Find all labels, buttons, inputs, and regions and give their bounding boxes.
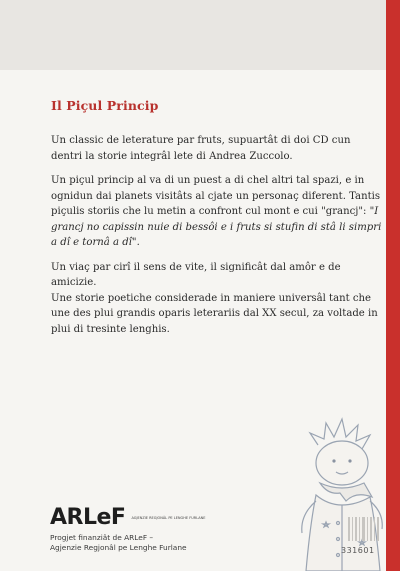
arlef-logo-mark: ARLeF [50,505,126,530]
paragraph-2-quote: "I grancj no capissin nuie di bessôi e i fruts si stufin di stâ li simpri a dî e tornâ a dî" [51,206,382,248]
top-band [0,0,400,70]
book-description [51,133,384,346]
arlef-logo [50,505,205,530]
arlef-logo-subtitle: AGJENZIE REGJONÂL PE LENGHE FURLANE [131,515,206,520]
paragraph-4: Une storie poetiche considerade in maniere universâl tant che une des plui grandis oparis leterariis dal XX secul, za voltade in plui di tresinte lenghis. [51,292,378,335]
paragraph-2-end: . [136,237,140,248]
book-title: Il Piçul Princip [51,98,159,113]
little-prince-illustration [280,405,400,571]
paragraph-2 [51,173,384,251]
paragraph-3: Un viaç par cirî il sens de vite, il significât dal amôr e de amicizie. [51,261,341,288]
funding-line-2: Agjenzie Regjonâl pe Lenghe Furlane [50,543,187,552]
funding-note [50,533,187,553]
paragraph-1: Un classic de leterature par fruts, supuartât di doi CD cun dentri la storie integrâl lete di Andrea Zuccolo. [51,135,351,162]
barcode-number: 331601 [341,546,375,555]
funding-line-1: Progjet finanziât de ARLeF – [50,533,154,542]
paragraph-2-text: Un piçul princip al va di un puest a di chel altri tal spazi, e in ognidun dai planets visitâts al cjate un personaç diferent. Tantis piçulis storiis che lu metin a confront cul mont e cui "grancj": [51,175,381,217]
